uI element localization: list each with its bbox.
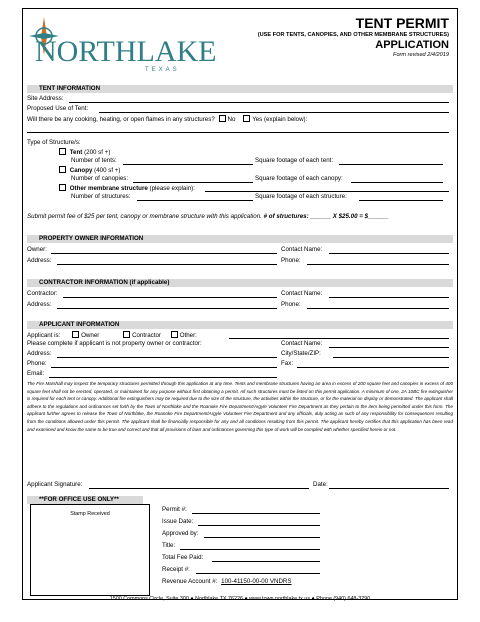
applicant-complete-note: Please complete if applicant is not property owner or contractor: (27, 340, 202, 347)
office-fee-label: Total Fee Paid: (162, 554, 204, 561)
applicant-fax-field[interactable] (297, 367, 449, 368)
office-receipt-label: Receipt #: (162, 566, 190, 573)
office-revenue-label: Revenue Account #: (162, 578, 218, 585)
tent-size: (200 sf +) (84, 149, 111, 156)
cooking-no-checkbox[interactable] (219, 115, 226, 122)
applicant-email-label: Email: (27, 370, 45, 377)
office-issue-field[interactable] (198, 525, 320, 526)
office-fee-field[interactable] (212, 561, 320, 562)
sqft-structure-field[interactable] (359, 200, 443, 201)
section-applicant: APPLICANT INFORMATION (27, 321, 453, 329)
applicant-phone-label: Phone: (27, 360, 47, 367)
type-of-structure-label: Type of Structure/s: (27, 139, 81, 146)
northlake-logo (27, 15, 217, 77)
signature-date-field[interactable] (329, 488, 449, 489)
logo-text: NORTHLAKE (35, 35, 217, 68)
office-issue-label: Issue Date: (162, 518, 194, 525)
form-title: TENT PERMIT (355, 15, 449, 31)
office-approved-field[interactable] (204, 537, 320, 538)
owner-contact-field[interactable] (329, 253, 449, 254)
cooking-question-text: Will there be any cooking, heating, or open flames in any structures? (27, 116, 215, 123)
applicant-city-field[interactable] (333, 357, 449, 358)
other-option (57, 184, 195, 193)
owner-phone-field[interactable] (307, 264, 449, 265)
owner-address-label: Address: (27, 257, 52, 264)
other-explain: (please explain): (149, 185, 195, 192)
form-revised: Form revised 2/4/2019 (393, 52, 449, 58)
applicant-is-row (27, 331, 197, 340)
form-title-application: APPLICATION (375, 39, 449, 51)
contractor-contact-field[interactable] (329, 297, 449, 298)
tent-option (57, 148, 110, 157)
stamp-received-label: Stamp Received (70, 511, 110, 517)
applicant-other-label: Other: (179, 332, 197, 339)
owner-contact-label: Contact Name: (281, 246, 323, 253)
num-structures-label: Number of structures: (71, 193, 131, 200)
num-canopies-field[interactable] (133, 182, 253, 183)
num-tents-field[interactable] (123, 164, 253, 165)
section-tent-info: TENT INFORMATION (27, 85, 453, 93)
tent-checkbox[interactable] (59, 148, 66, 155)
cooking-no-label: No (227, 116, 236, 123)
other-explain-field[interactable] (205, 191, 449, 192)
form-subtitle: (USE FOR TENTS, CANOPIES, AND OTHER MEMBRANE STRUCTURES) (257, 32, 449, 38)
tent-label: Tent (69, 149, 83, 156)
owner-address-field[interactable] (57, 264, 277, 265)
contractor-address-label: Address: (27, 301, 52, 308)
cooking-yes-label: Yes (explain below): (252, 116, 308, 123)
proposed-use-field[interactable] (99, 112, 449, 113)
applicant-contractor-label: Contractor (132, 332, 161, 339)
applicant-contractor-checkbox[interactable] (123, 331, 130, 338)
num-canopies-label: Number of canopies: (71, 175, 129, 182)
section-property-owner: PROPERTY OWNER INFORMATION (27, 235, 453, 243)
canopy-label: Canopy (69, 167, 93, 174)
applicant-fax-label: Fax: (281, 360, 294, 367)
page-footer: 1500 Commons Circle, Suite 300 ● Northlake TX 76226 ● www.town.northlake.tx.us ● Phone (940) 648-3290 (109, 596, 371, 602)
office-revenue-value: 100-41150-00-00 VNDRS (221, 578, 292, 585)
sqft-tent-label: Square footage of each tent: (255, 157, 334, 164)
cooking-question (27, 115, 307, 124)
fee-calc: # of structures: ______ X $25.00 = $______ (263, 213, 389, 220)
logo-sub: TEXAS (145, 67, 180, 73)
applicant-other-field[interactable] (229, 338, 449, 339)
office-revenue-row (162, 578, 292, 586)
sqft-canopy-field[interactable] (351, 182, 443, 183)
fee-instruction (27, 213, 389, 221)
cooking-yes-checkbox[interactable] (243, 115, 250, 122)
section-contractor: CONTRACTOR INFORMATION (if applicable) (27, 279, 453, 287)
site-address-label: Site Address: (27, 95, 64, 102)
sqft-canopy-label: Square footage of each canopy: (255, 175, 343, 182)
owner-phone-label: Phone: (281, 257, 301, 264)
sqft-structure-label: Square footage of each structure: (255, 193, 347, 200)
applicant-owner-label: Owner (81, 332, 100, 339)
fee-text: Submit permit fee of $25 per tent, canopy or membrane structure with this application. (27, 213, 262, 220)
applicant-is-label: Applicant is: (27, 332, 61, 339)
section-office-use: **FOR OFFICE USE ONLY** (27, 496, 143, 504)
office-title-label: Title: (162, 542, 176, 549)
applicant-city-label: City/State/ZIP: (281, 350, 321, 357)
office-receipt-field[interactable] (196, 573, 320, 574)
applicant-address-label: Address: (27, 350, 52, 357)
contractor-label: Contractor: (27, 290, 58, 297)
contractor-phone-field[interactable] (307, 308, 449, 309)
num-tents-label: Number of tents: (71, 157, 117, 164)
other-checkbox[interactable] (59, 184, 66, 191)
site-address-field[interactable] (69, 102, 449, 103)
contractor-address-field[interactable] (57, 308, 277, 309)
office-permit-label: Permit #: (162, 506, 187, 513)
applicant-owner-checkbox[interactable] (72, 331, 79, 338)
owner-field[interactable] (51, 253, 277, 254)
applicant-signature-field[interactable] (89, 488, 309, 489)
applicant-email-field[interactable] (49, 377, 277, 378)
applicant-address-field[interactable] (57, 357, 277, 358)
contractor-phone-label: Phone: (281, 301, 301, 308)
owner-label: Owner: (27, 246, 47, 253)
canopy-option (57, 166, 120, 175)
signature-date-label: Date: (313, 481, 328, 488)
applicant-contact-field[interactable] (329, 347, 449, 348)
disclaimer-paragraph: The Fire Marshall may inspect the temporary structures permitted through this application at any time. Tents and membrane structures having an area in excess of 200 square feet and canopies in excess of 400 square feet shall not be erected, operated, or maintained for any purpose without first obtaining a permit. All such structures must be listed on this permit application. A minimum of one, 2A 10BC fire extinguisher is required for each tent or canopy. Additional fire extinguishers may be required due to the size of the structure, the activities within the structure, or for the material on display or demonstrated. The applicant shall adhere to the regulations and ordinances set forth by the Town of Northlake and the Roanoke Fire Department/Argyle Volunteer Fire Department as they pertain to the item being permitted under this form. The applicant further agrees to release the Town of Northlake, the Roanoke Fire Department/Argyle Volunteer Fire Department and any officials, duly acting as such of any responsibility for consequences resulting from the conditions allowed under this permit. The applicant shall be financially responsible for any and all conditions resulting from this permit. The applicant hereby certifies that this application has been read and examined and know the same to be true and correct and that all provisions of laws and ordinances governing this type of work will be complied with whether specified herein or not. (27, 381, 453, 432)
sqft-tent-field[interactable] (339, 164, 443, 165)
applicant-contact-label: Contact Name: (281, 340, 323, 347)
applicant-signature-label: Applicant Signature: (27, 481, 83, 488)
contractor-contact-label: Contact Name: (281, 290, 323, 297)
other-label: Other membrane structure (69, 185, 148, 192)
stamp-received-box (30, 504, 150, 596)
office-permit-field[interactable] (192, 513, 320, 514)
canopy-checkbox[interactable] (59, 166, 66, 173)
applicant-phone-field[interactable] (51, 367, 277, 368)
num-structures-field[interactable] (137, 200, 253, 201)
cooking-explain-field[interactable] (27, 132, 449, 133)
proposed-use-label: Proposed Use of Tent: (27, 105, 89, 112)
canopy-size: (400 sf +) (94, 167, 121, 174)
office-title-field[interactable] (180, 549, 320, 550)
office-approved-label: Approved by: (162, 530, 199, 537)
applicant-other-checkbox[interactable] (171, 331, 178, 338)
contractor-field[interactable] (63, 297, 277, 298)
